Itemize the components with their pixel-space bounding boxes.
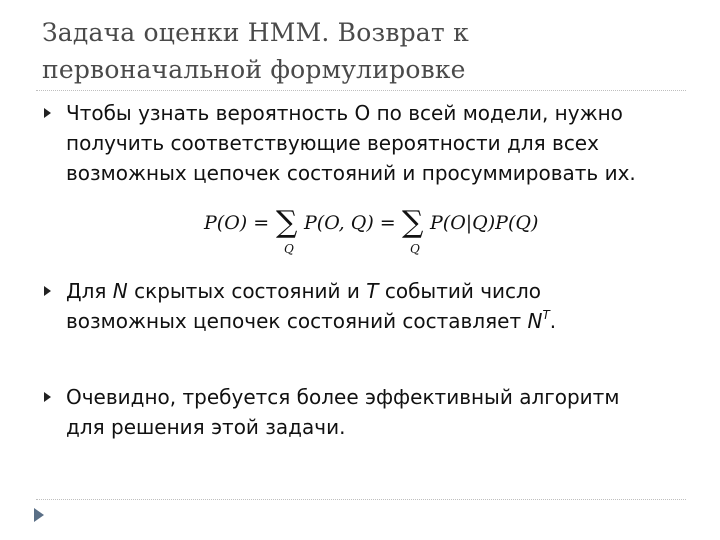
sum-symbol-1: ∑ <box>276 205 298 240</box>
var-t: T <box>366 279 379 303</box>
bullet-2-end: . <box>549 309 557 333</box>
formula-lhs: P(O) = <box>204 212 270 234</box>
bullet-3 <box>66 382 676 442</box>
power-exponent: T <box>542 308 550 322</box>
bullet-1 <box>66 98 676 188</box>
title-line-1: Задача оценки HMM. Возврат к <box>42 18 469 47</box>
var-n: N <box>112 279 128 303</box>
bullet-2-line-2-text: возможных цепочек состояний составляет <box>66 309 528 333</box>
probability-formula <box>204 206 564 262</box>
bullet-3-line-2: для решения этой задачи. <box>66 415 346 439</box>
sum-subscript-1: Q <box>284 242 294 256</box>
bullet-2-line-1 <box>66 276 676 306</box>
sum-subscript-2: Q <box>410 242 420 256</box>
bullet-2-suffix: событий число <box>378 279 542 303</box>
formula-term-1: P(O, Q) = <box>304 212 396 234</box>
footer-divider <box>36 499 686 500</box>
bullet-3-line-1: Очевидно, требуется более эффективный алгоритм <box>66 385 620 409</box>
bullet-1-line-2: получить соответствующие вероятности для всех <box>66 131 599 155</box>
bullet-arrow-icon <box>44 392 51 402</box>
slide-title <box>42 14 682 88</box>
title-line-2: первоначальной формулировке <box>42 55 466 84</box>
title-divider <box>36 90 686 91</box>
sum-symbol-2: ∑ <box>402 205 424 240</box>
bullet-2-mid: скрытых состояний и <box>127 279 367 303</box>
power-base: N <box>527 309 543 333</box>
formula-term-2: P(O|Q)P(Q) <box>430 212 539 234</box>
bullet-2-prefix: Для <box>66 279 113 303</box>
next-slide-arrow-icon[interactable] <box>34 508 44 522</box>
bullet-2 <box>66 276 676 336</box>
bullet-arrow-icon <box>44 108 51 118</box>
bullet-1-line-3: возможных цепочек состояний и просуммировать их. <box>66 161 636 185</box>
bullet-arrow-icon <box>44 286 51 296</box>
bullet-2-line-2 <box>66 306 676 336</box>
bullet-1-line-1: Чтобы узнать вероятность O по всей модели, нужно <box>66 101 623 125</box>
